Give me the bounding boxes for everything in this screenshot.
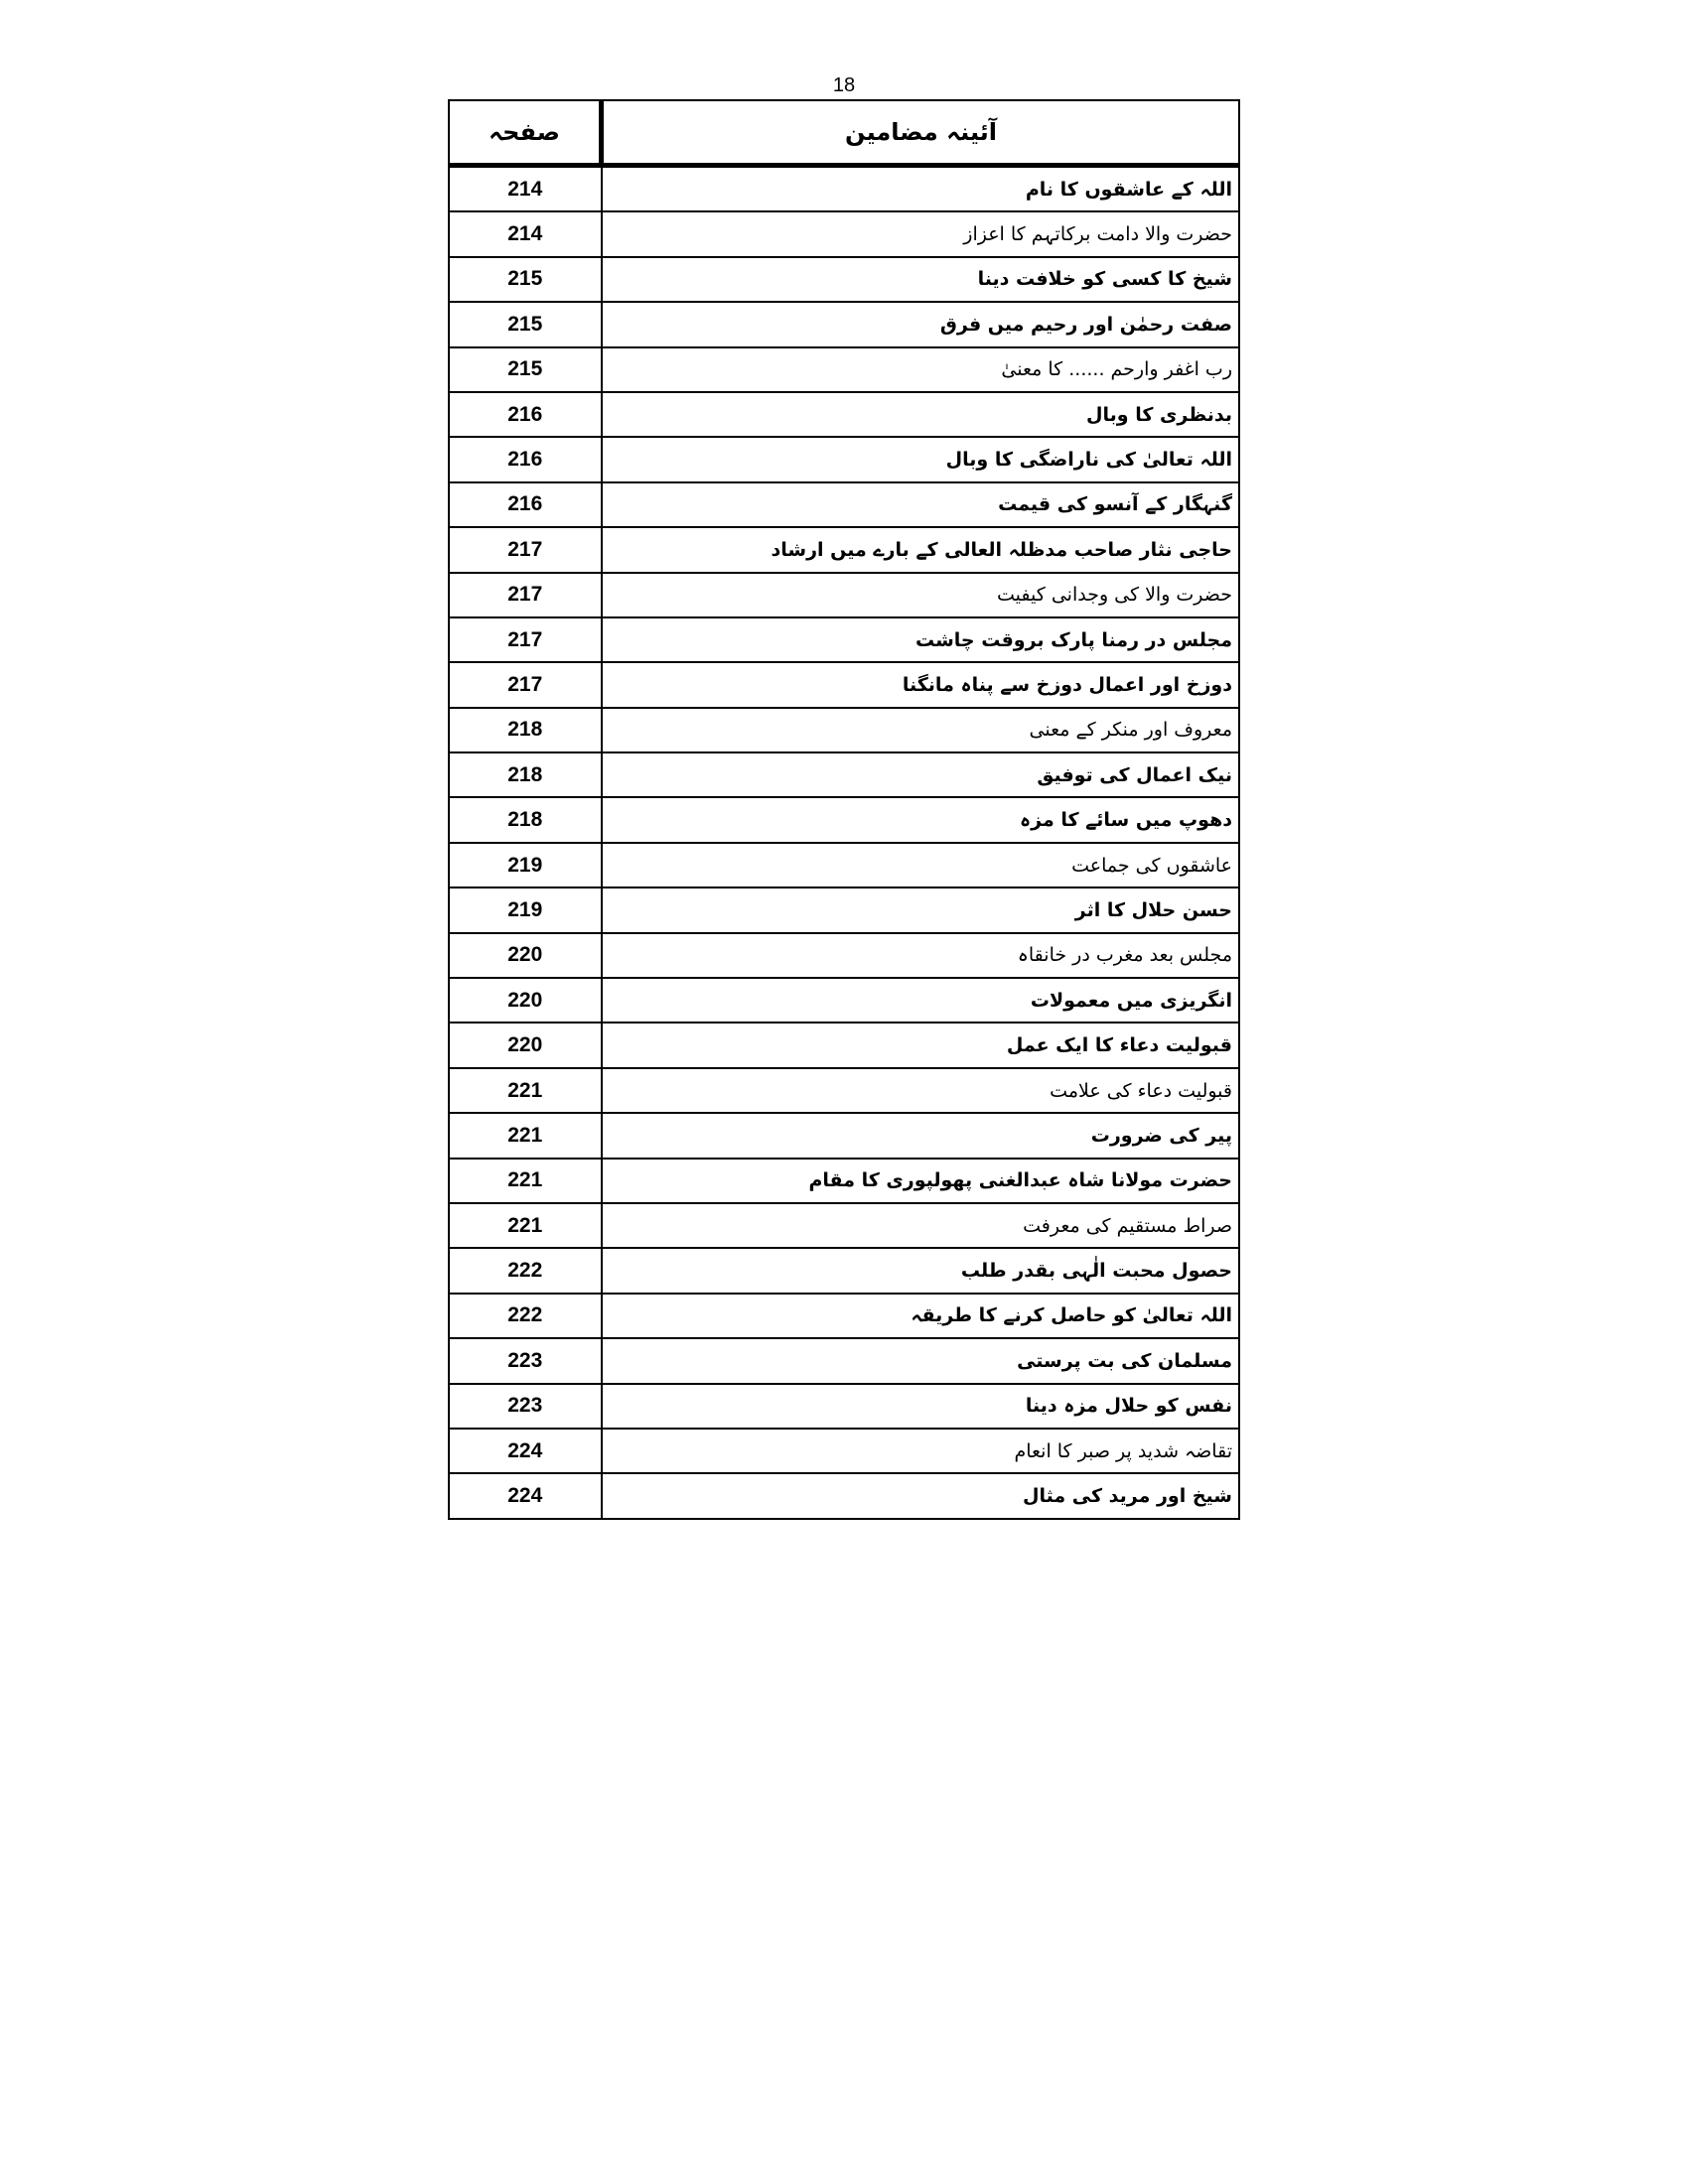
table-row <box>449 752 1239 797</box>
table-row <box>449 1384 1239 1429</box>
table-row <box>449 1338 1239 1383</box>
table-row <box>449 1159 1239 1203</box>
row-title: حصول محبت الٰہی بقدر طلب <box>602 1248 1240 1293</box>
row-title: قبولیت دعاء کا ایک عمل <box>602 1023 1240 1067</box>
row-page-number: 214 <box>449 166 602 212</box>
row-title: تقاضہ شدید پر صبر کا انعام <box>602 1429 1240 1473</box>
row-page-number: 220 <box>449 1023 602 1067</box>
row-title: حضرت والا کی وجدانی کیفیت <box>602 573 1240 617</box>
row-page-number: 217 <box>449 573 602 617</box>
row-page-number: 216 <box>449 392 602 437</box>
row-page-number: 221 <box>449 1113 602 1158</box>
row-page-number: 224 <box>449 1473 602 1518</box>
row-page-number: 222 <box>449 1248 602 1293</box>
row-page-number: 217 <box>449 662 602 707</box>
row-title: مجلس در رمنا پارک بروقت چاشت <box>602 617 1240 662</box>
row-page-number: 221 <box>449 1068 602 1113</box>
row-title: اللہ کے عاشقوں کا نام <box>602 166 1240 212</box>
table-row <box>449 708 1239 752</box>
row-page-number: 224 <box>449 1429 602 1473</box>
table-row <box>449 617 1239 662</box>
row-title: حاجی نثار صاحب مدظلہ العالی کے بارے میں ارشاد <box>602 527 1240 572</box>
row-title: مجلس بعد مغرب در خانقاہ <box>602 933 1240 978</box>
table-row <box>449 797 1239 842</box>
row-page-number: 221 <box>449 1203 602 1248</box>
row-page-number: 215 <box>449 257 602 302</box>
row-title: اللہ تعالیٰ کو حاصل کرنے کا طریقہ <box>602 1294 1240 1338</box>
row-page-number: 218 <box>449 752 602 797</box>
row-title: دھوپ میں سائے کا مزہ <box>602 797 1240 842</box>
title-column-header: آئینہ مضامین <box>602 100 1240 166</box>
row-page-number: 223 <box>449 1338 602 1383</box>
row-page-number: 216 <box>449 482 602 527</box>
row-title: شیخ کا کسی کو خلافت دینا <box>602 257 1240 302</box>
row-page-number: 217 <box>449 527 602 572</box>
row-page-number: 219 <box>449 887 602 932</box>
table-row <box>449 527 1239 572</box>
table-row <box>449 978 1239 1023</box>
row-title: حسن حلال کا اثر <box>602 887 1240 932</box>
table-row <box>449 1248 1239 1293</box>
row-page-number: 220 <box>449 978 602 1023</box>
row-page-number: 218 <box>449 708 602 752</box>
table-row <box>449 1203 1239 1248</box>
row-title: صراط مستقیم کی معرفت <box>602 1203 1240 1248</box>
page-number: 18 <box>832 74 856 96</box>
row-page-number: 222 <box>449 1294 602 1338</box>
row-page-number: 214 <box>449 211 602 256</box>
table-header-row <box>449 100 1239 166</box>
table-row <box>449 933 1239 978</box>
row-title: حضرت مولانا شاہ عبدالغنی پھولپوری کا مقام <box>602 1159 1240 1203</box>
row-page-number: 215 <box>449 347 602 392</box>
table-row <box>449 1023 1239 1067</box>
row-title: گنہگار کے آنسو کی قیمت <box>602 482 1240 527</box>
row-page-number: 216 <box>449 437 602 481</box>
row-page-number: 218 <box>449 797 602 842</box>
table-row <box>449 843 1239 887</box>
row-page-number: 223 <box>449 1384 602 1429</box>
row-title: حضرت والا دامت برکاتہم کا اعزاز <box>602 211 1240 256</box>
row-title: قبولیت دعاء کی علامت <box>602 1068 1240 1113</box>
row-title: انگریزی میں معمولات <box>602 978 1240 1023</box>
row-title: معروف اور منکر کے معنی <box>602 708 1240 752</box>
row-title: رب اغفر وارحم ...... کا معنیٰ <box>602 347 1240 392</box>
row-page-number: 221 <box>449 1159 602 1203</box>
row-page-number: 215 <box>449 302 602 346</box>
table-row <box>449 1473 1239 1518</box>
table-row <box>449 887 1239 932</box>
table-of-contents <box>448 99 1240 1520</box>
table-row <box>449 1294 1239 1338</box>
table-row <box>449 1113 1239 1158</box>
row-page-number: 219 <box>449 843 602 887</box>
row-page-number: 220 <box>449 933 602 978</box>
toc-body <box>449 166 1239 1519</box>
row-title: بدنظری کا وبال <box>602 392 1240 437</box>
table-row <box>449 211 1239 256</box>
row-page-number: 217 <box>449 617 602 662</box>
page-column-header: صفحہ <box>449 100 602 166</box>
row-title: نیک اعمال کی توفیق <box>602 752 1240 797</box>
row-title: مسلمان کی بت پرستی <box>602 1338 1240 1383</box>
table-row <box>449 437 1239 481</box>
table-row <box>449 482 1239 527</box>
table-row <box>449 302 1239 346</box>
row-title: شیخ اور مرید کی مثال <box>602 1473 1240 1518</box>
row-title: اللہ تعالیٰ کی ناراضگی کا وبال <box>602 437 1240 481</box>
row-title: عاشقوں کی جماعت <box>602 843 1240 887</box>
table-row <box>449 257 1239 302</box>
row-title: صفت رحمٰن اور رحیم میں فرق <box>602 302 1240 346</box>
table-row <box>449 392 1239 437</box>
table-row <box>449 1429 1239 1473</box>
table-row <box>449 166 1239 212</box>
table-row <box>449 662 1239 707</box>
table-row <box>449 573 1239 617</box>
table-row <box>449 1068 1239 1113</box>
row-title: دوزخ اور اعمال دوزخ سے پناہ مانگنا <box>602 662 1240 707</box>
table-row <box>449 347 1239 392</box>
row-title: نفس کو حلال مزہ دینا <box>602 1384 1240 1429</box>
row-title: پیر کی ضرورت <box>602 1113 1240 1158</box>
